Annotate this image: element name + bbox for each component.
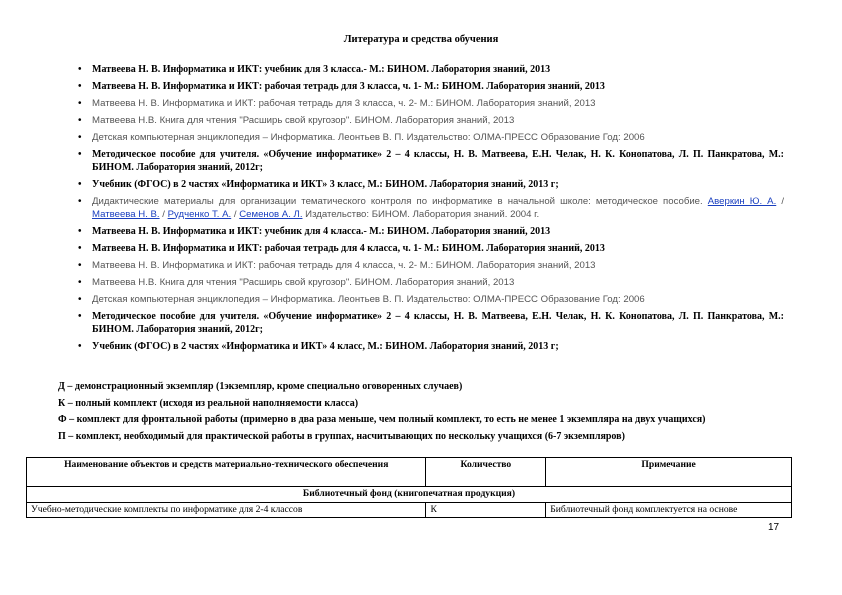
table-row xyxy=(27,503,792,518)
reference-text: Детская компьютерная энциклопедия – Информатика. Леонтьев В. П. Издательство: ОЛМА-ПРЕСС Образование Год: 2006 xyxy=(92,132,645,144)
page-title: Литература и средства обучения xyxy=(343,34,499,45)
list-item xyxy=(78,149,784,174)
list-item xyxy=(78,243,784,256)
list-item xyxy=(78,311,784,336)
reference-text: Методическое пособие для учителя. «Обучение информатике» 2 – 4 классы, Н. В. Матвеева, Е.Н. Челак, Н. К. Конопатова, Л. П. Панкратова, М.: БИНОМ. Лаборатория знаний, 2012г; xyxy=(92,311,784,335)
list-item xyxy=(78,341,784,354)
list-item xyxy=(78,132,784,145)
header-name: Наименование объектов и средств материально-технического обеспечения xyxy=(27,458,426,487)
cell-note: Библиотечный фонд комплектуется на основе xyxy=(546,503,792,518)
equipment-table xyxy=(26,457,792,518)
reference-tail: Издательство: БИНОМ. Лаборатория знаний. 2004 г. xyxy=(305,208,540,220)
header-quantity: Количество xyxy=(426,458,546,487)
legend-item: Д – демонстрационный экземпляр (1экземпляр, кроме специально оговоренных случаев) xyxy=(58,381,463,392)
list-item xyxy=(78,260,784,273)
legend-item: П – комплект, необходимый для практической работы в группах, насчитывающих по нескольку учащихся (6-7 экземпляров) xyxy=(58,430,625,442)
legend-block xyxy=(58,381,798,447)
list-item xyxy=(78,81,784,94)
author-link[interactable]: Рудченко Т. А. xyxy=(167,208,232,220)
author-link[interactable]: Аверкин Ю. А. xyxy=(707,196,777,208)
reference-text: Детская компьютерная энциклопедия – Информатика. Леонтьев В. П. Издательство: ОЛМА-ПРЕСС Образование Год: 2006 xyxy=(92,294,645,306)
header-note: Примечание xyxy=(546,458,792,487)
list-item xyxy=(78,115,784,128)
list-item xyxy=(78,98,784,111)
reference-text: Матвеева Н. В. Информатика и ИКТ: рабочая тетрадь для 3 класса, ч. 2- М.: БИНОМ. Лаборатория знаний, 2013 xyxy=(92,98,596,110)
reference-list xyxy=(78,64,784,358)
list-item xyxy=(78,179,784,192)
page-number: 17 xyxy=(768,522,780,533)
reference-text: Матвеева Н. В. Информатика и ИКТ: учебник для 4 класса.- М.: БИНОМ. Лаборатория знаний, 2013 xyxy=(92,225,551,237)
table-header-row xyxy=(27,458,792,487)
reference-text: Матвеева Н.В. Книга для чтения "Расширь свой кругозор". БИНОМ. Лаборатория знаний, 2013 xyxy=(92,115,515,127)
cell-quantity: К xyxy=(426,503,546,518)
reference-text: Учебник (ФГОС) в 2 частях «Информатика и ИКТ» 3 класс, М.: БИНОМ. Лаборатория знаний, 2013 г; xyxy=(92,179,559,191)
list-item: • Дидактические материалы для организации тематического контроля по информатике в начальной школе: методическое пособие. Аверкин Ю. А. / Матвеева Н. В. / Рудченко Т. А. / Семенов А. Л. Издательство: БИНОМ. Лаборатория знаний. 2004 г. xyxy=(78,196,784,221)
section-title: Библиотечный фонд (книгопечатная продукция) xyxy=(27,487,792,503)
list-item xyxy=(78,226,784,239)
legend-item: Ф – комплект для фронтальной работы (примерно в два раза меньше, чем полный комплект, то есть не менее 1 экземпляра на двух учащихся) xyxy=(58,414,706,426)
legend-item: К – полный комплект (исходя из реальной наполняемости класса) xyxy=(58,397,359,409)
reference-text: Матвеева Н. В. Информатика и ИКТ: рабочая тетрадь для 4 класса, ч. 2- М.: БИНОМ. Лаборатория знаний, 2013 xyxy=(92,259,596,271)
table-section-row xyxy=(27,487,792,503)
reference-text: Матвеева Н. В. Информатика и ИКТ: рабочая тетрадь для 3 класса, ч. 1- М.: БИНОМ. Лаборатория знаний, 2013 xyxy=(92,81,605,93)
reference-text: Матвеева Н. В. Информатика и ИКТ: учебник для 3 класса.- М.: БИНОМ. Лаборатория знаний, 2013 xyxy=(92,64,551,75)
list-item xyxy=(78,294,784,307)
list-item xyxy=(78,277,784,290)
reference-text: Учебник (ФГОС) в 2 частях «Информатика и ИКТ» 4 класс, М.: БИНОМ. Лаборатория знаний, 2013 г; xyxy=(92,340,559,352)
author-link[interactable]: Матвеева Н. В. xyxy=(92,208,160,220)
reference-text: Методическое пособие для учителя. «Обучение информатике» 2 – 4 классы, Н. В. Матвеева, Е.Н. Челак, Н. К. Конопатова, Л. П. Панкратова, М.: БИНОМ. Лаборатория знаний, 2012г; xyxy=(92,149,784,173)
reference-text: Матвеева Н.В. Книга для чтения "Расширь свой кругозор". БИНОМ. Лаборатория знаний, 2013 xyxy=(92,277,515,289)
list-item xyxy=(78,64,784,77)
reference-text: Дидактические материалы для организации тематического контроля по информатике в начальной школе: методическое пособие. xyxy=(92,196,703,208)
reference-text: Матвеева Н. В. Информатика и ИКТ: рабочая тетрадь для 4 класса, ч. 1- М.: БИНОМ. Лаборатория знаний, 2013 xyxy=(92,242,605,254)
cell-name: Учебно-методические комплекты по информатике для 2-4 классов xyxy=(27,503,426,518)
author-link[interactable]: Семенов А. Л. xyxy=(239,208,303,220)
